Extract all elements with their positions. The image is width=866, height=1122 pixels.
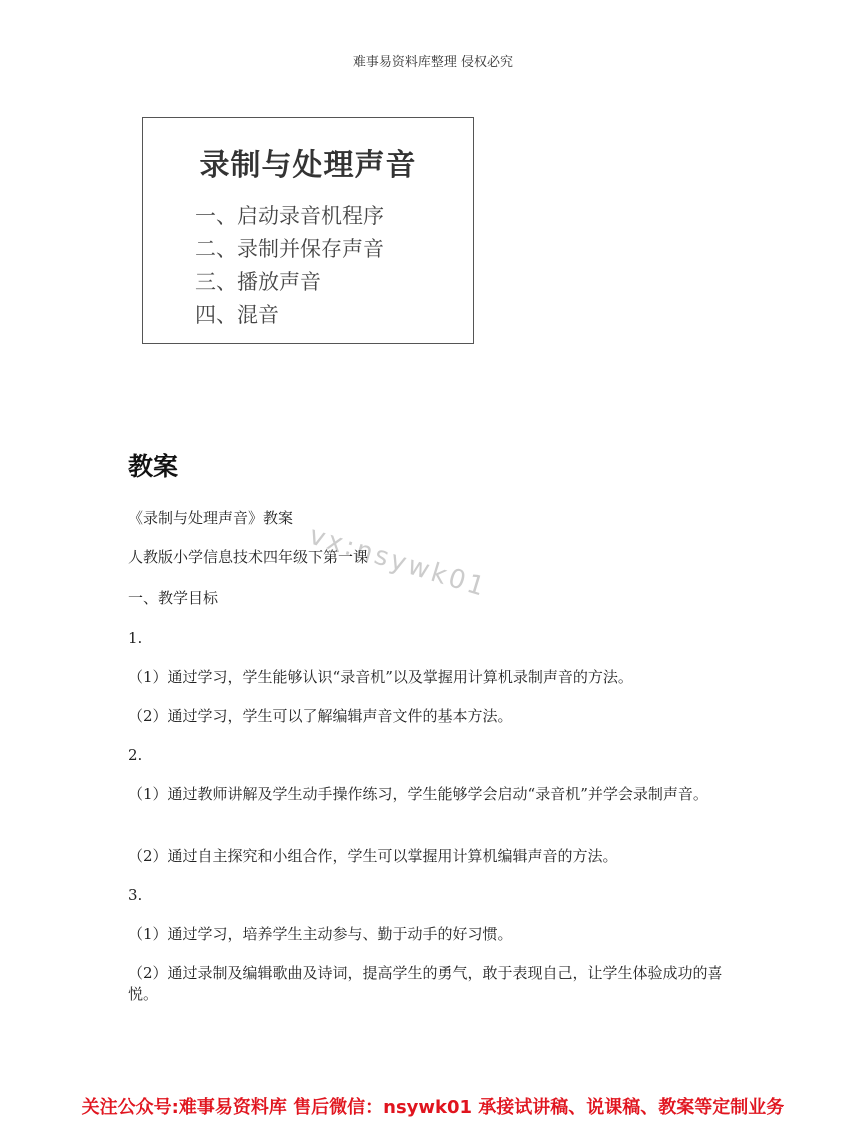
slide-outline-item: 二、录制并保存声音 [195, 237, 384, 261]
goal-item: （1）通过学习，培养学生主动参与、勤于动手的好习惯。 [128, 925, 513, 943]
slide-outline-item: 一、启动录音机程序 [195, 204, 384, 228]
goal-item: （1）通过学习，学生能够认识“录音机”以及掌握用计算机录制声音的方法。 [128, 668, 633, 686]
document-title: 《录制与处理声音》教案 [128, 509, 294, 527]
watermark: vx:nsywk01 [305, 520, 491, 604]
document-subtitle: 人教版小学信息技术四年级下第一课 [128, 548, 369, 566]
goal-item: （2）通过自主探究和小组合作，学生可以掌握用计算机编辑声音的方法。 [128, 847, 618, 865]
slide-thumbnail [142, 117, 474, 344]
page-header: 难事易资料库整理 侵权必究 [352, 55, 514, 70]
goals-heading: 一、教学目标 [128, 589, 219, 607]
goal-number: 1. [128, 629, 143, 647]
slide-outline-list [195, 200, 384, 332]
goal-item: （2）通过录制及编辑歌曲及诗词，提高学生的勇气，敢于表现自己，让学生体验成功的喜悦。 [128, 964, 723, 1003]
goal-item: （2）通过学习，学生可以了解编辑声音文件的基本方法。 [128, 707, 513, 725]
section-heading: 教案 [128, 452, 179, 481]
goal-number: 2. [128, 746, 143, 764]
promo-footer: 关注公众号:难事易资料库 售后微信：nsywk01 承接试讲稿、说课稿、教案等定制业务 [81, 1097, 785, 1118]
goal-number: 3. [128, 886, 143, 904]
slide-title: 录制与处理声音 [199, 148, 417, 183]
slide-outline-item: 四、混音 [195, 303, 279, 327]
goal-item: （1）通过教师讲解及学生动手操作练习，学生能够学会启动“录音机”并学会录制声音。 [128, 785, 708, 803]
slide-outline-item: 三、播放声音 [195, 270, 321, 294]
